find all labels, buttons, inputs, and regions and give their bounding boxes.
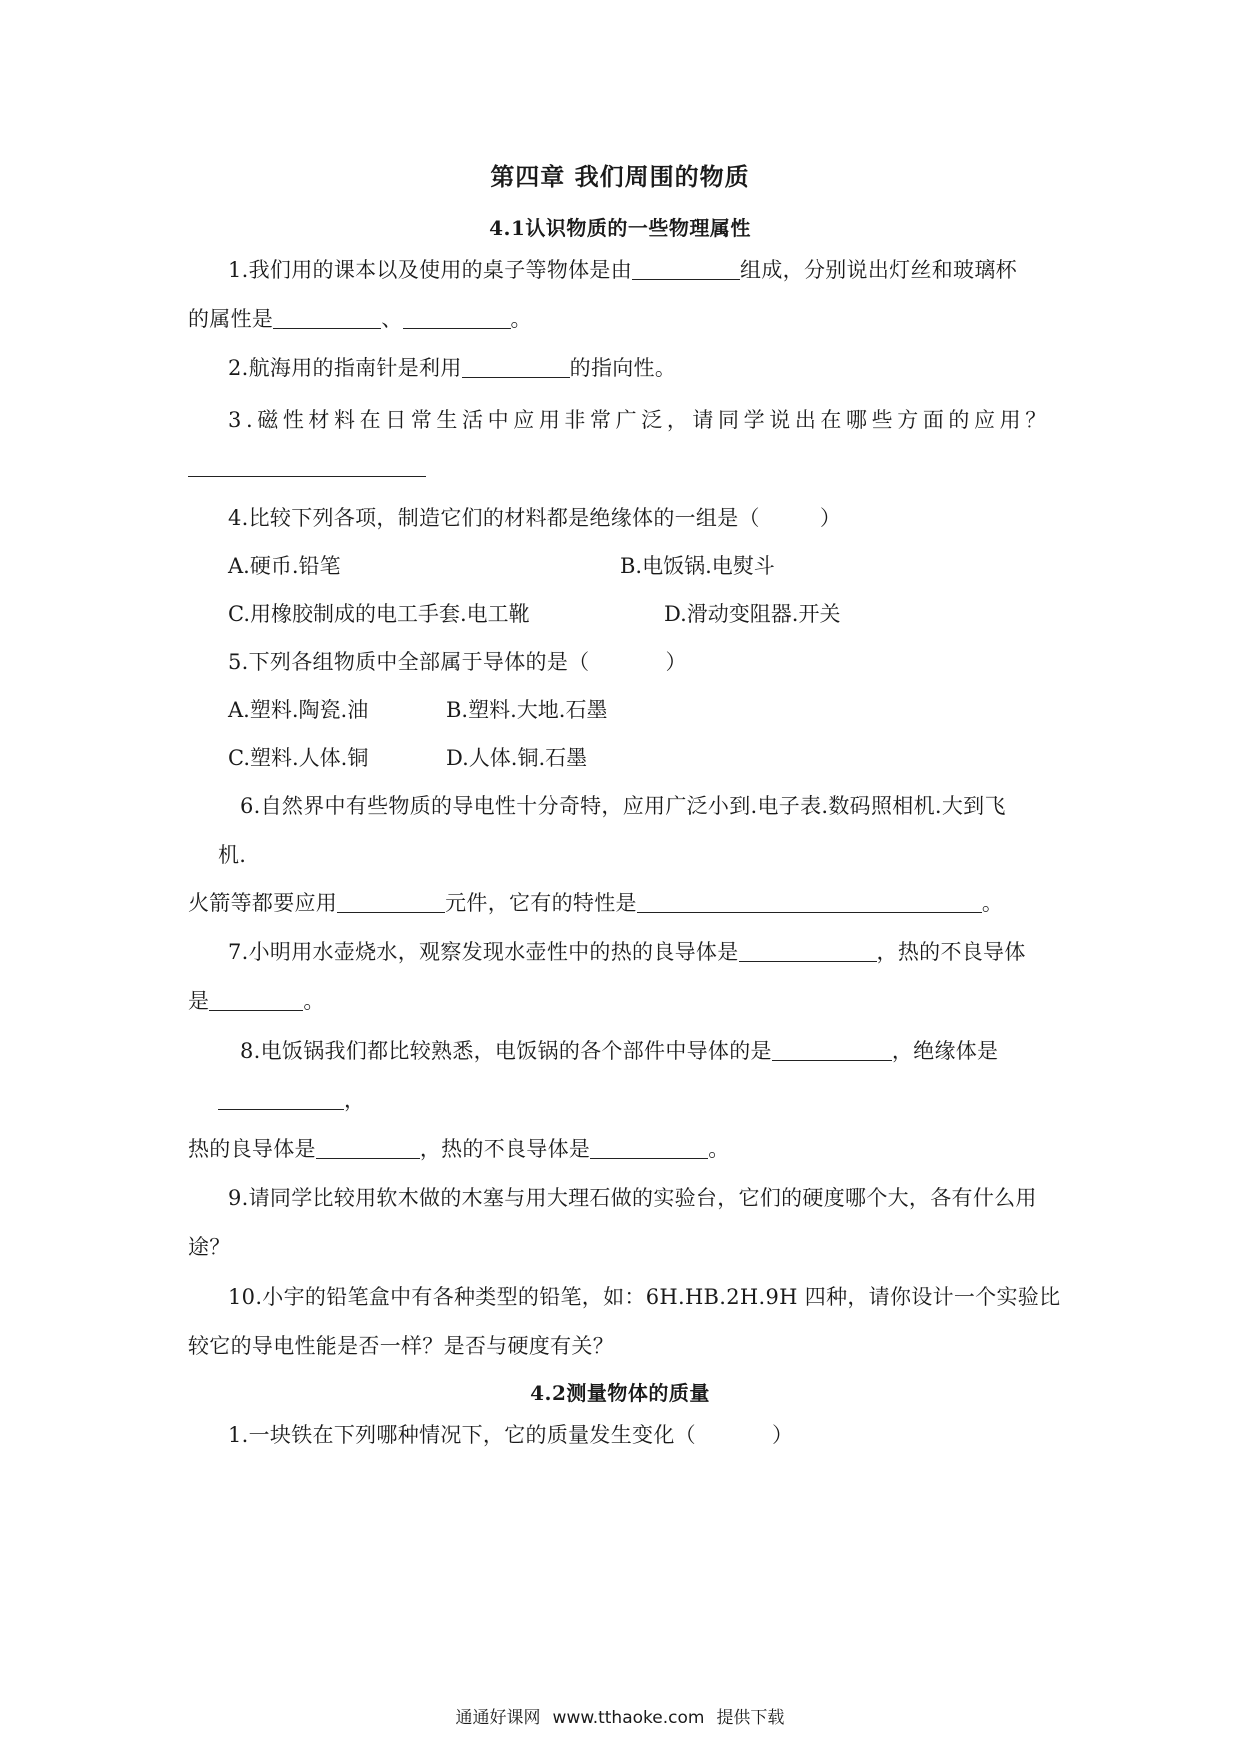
answer-blank[interactable] xyxy=(316,1138,420,1159)
question-5-option-a: A.塑料.陶瓷.油 xyxy=(228,698,369,722)
footer-action: 提供下载 xyxy=(716,1708,785,1728)
question-6-line-3 xyxy=(188,888,1003,918)
question-10-line-1: 10.小宇的铅笔盒中有各种类型的铅笔，如：6H.HB.2H.9H 四种，请你设计一个实验比 xyxy=(228,1285,1061,1309)
question-6-text: 。 xyxy=(981,891,1004,915)
question-8-line-1 xyxy=(240,1036,998,1066)
footer-url[interactable]: www.tthaoke.com xyxy=(552,1708,705,1728)
question-10-line-2: 较它的导电性能是否一样？是否与硬度有关？ xyxy=(188,1334,614,1358)
answer-blank[interactable] xyxy=(590,1138,708,1159)
question-6-text: 元件，它有的特性是 xyxy=(445,891,637,915)
question-4-option-a: A.硬币.铅笔 xyxy=(228,554,341,578)
question-5-option-d: D.人体.铜.石墨 xyxy=(446,746,588,770)
question-4-text: 4.比较下列各项，制造它们的材料都是绝缘体的一组是（ xyxy=(228,506,760,530)
question-8-text: ，热的不良导体是 xyxy=(419,1137,591,1161)
question-8-text: 8.电饭锅我们都比较熟悉，电饭锅的各个部件中导体的是 xyxy=(240,1039,772,1063)
question-1-text: 组成，分别说出灯丝和玻璃杯 xyxy=(740,258,1017,282)
answer-blank[interactable] xyxy=(637,892,982,913)
answer-blank[interactable] xyxy=(218,1089,344,1110)
question-8-line-2 xyxy=(218,1085,365,1115)
question-5-stem xyxy=(228,647,687,677)
question-8-line-3 xyxy=(188,1134,730,1164)
section-title-4-2: 4.2测量物体的质量 xyxy=(530,1381,710,1405)
question-7-text: 是 xyxy=(188,989,210,1013)
question-7-line-2 xyxy=(188,986,325,1016)
question-2-text: 的指向性。 xyxy=(569,356,677,380)
answer-blank[interactable] xyxy=(772,1040,892,1061)
question-2-text: 2.航海用的指南针是利用 xyxy=(228,356,462,380)
question-8-text: 热的良导体是 xyxy=(188,1137,316,1161)
answer-blank[interactable] xyxy=(209,990,303,1011)
question-8-text: ， xyxy=(344,1088,366,1112)
question-1-line-1 xyxy=(228,255,1017,285)
question-9-line-2: 途？ xyxy=(188,1235,231,1259)
question-text: ） xyxy=(771,1423,794,1447)
answer-blank[interactable] xyxy=(273,308,381,329)
page-footer xyxy=(0,1703,1240,1728)
question-7-text: 。 xyxy=(303,989,325,1013)
question-4-option-c: C.用橡胶制成的电工手套.电工靴 xyxy=(228,602,530,626)
question-7-text: 7.小明用水壶烧水，观察发现水壶性中的热的良导体是 xyxy=(228,940,739,964)
question-2 xyxy=(228,353,676,383)
answer-blank[interactable] xyxy=(462,357,570,378)
question-6-text: 火箭等都要应用 xyxy=(188,891,338,915)
question-1-text: 、 xyxy=(381,307,403,331)
question-1-text: 。 xyxy=(510,307,532,331)
chapter-title: 第四章 我们周围的物质 xyxy=(490,162,750,191)
question-text: 1.一块铁在下列哪种情况下，它的质量发生变化（ xyxy=(228,1423,696,1447)
answer-blank[interactable] xyxy=(403,308,511,329)
answer-blank[interactable] xyxy=(739,941,877,962)
answer-blank[interactable] xyxy=(632,259,740,280)
section-4-2-question-1 xyxy=(228,1420,793,1450)
question-7-text: ，热的不良导体 xyxy=(876,940,1026,964)
question-1-line-2 xyxy=(188,304,532,334)
question-7-line-1 xyxy=(228,937,1026,967)
question-5-option-b: B.塑料.大地.石墨 xyxy=(446,698,608,722)
question-4-text: ） xyxy=(819,506,842,530)
question-6-line-2: 机. xyxy=(218,843,247,867)
question-1-text: 的属性是 xyxy=(188,307,274,331)
question-3: 3.磁性材料在日常生活中应用非常广泛，请同学说出在哪些方面的应用？ xyxy=(228,408,1051,432)
question-4-option-d: D.滑动变阻器.开关 xyxy=(664,602,841,626)
footer-site-name: 通通好课网 xyxy=(455,1708,541,1728)
question-5-text: 5.下列各组物质中全部属于导体的是（ xyxy=(228,650,590,674)
question-9-line-1: 9.请同学比较用软木做的木塞与用大理石做的实验台，它们的硬度哪个大，各有什么用 xyxy=(228,1186,1037,1210)
answer-blank[interactable] xyxy=(337,892,445,913)
question-5-text: ） xyxy=(665,650,687,674)
question-4-option-b: B.电饭锅.电熨斗 xyxy=(620,554,775,578)
question-8-text: 。 xyxy=(708,1137,730,1161)
question-5-option-c: C.塑料.人体.铜 xyxy=(228,746,369,770)
question-8-text: ，绝缘体是 xyxy=(891,1039,999,1063)
question-4-stem xyxy=(228,503,841,533)
answer-line[interactable] xyxy=(188,476,426,477)
section-title-4-1: 4.1认识物质的一些物理属性 xyxy=(489,216,751,240)
question-1-text: 1.我们用的课本以及使用的桌子等物体是由 xyxy=(228,258,633,282)
question-6-line-1: 6.自然界中有些物质的导电性十分奇特，应用广泛小到.电子表.数码照相机.大到飞 xyxy=(240,794,1006,818)
